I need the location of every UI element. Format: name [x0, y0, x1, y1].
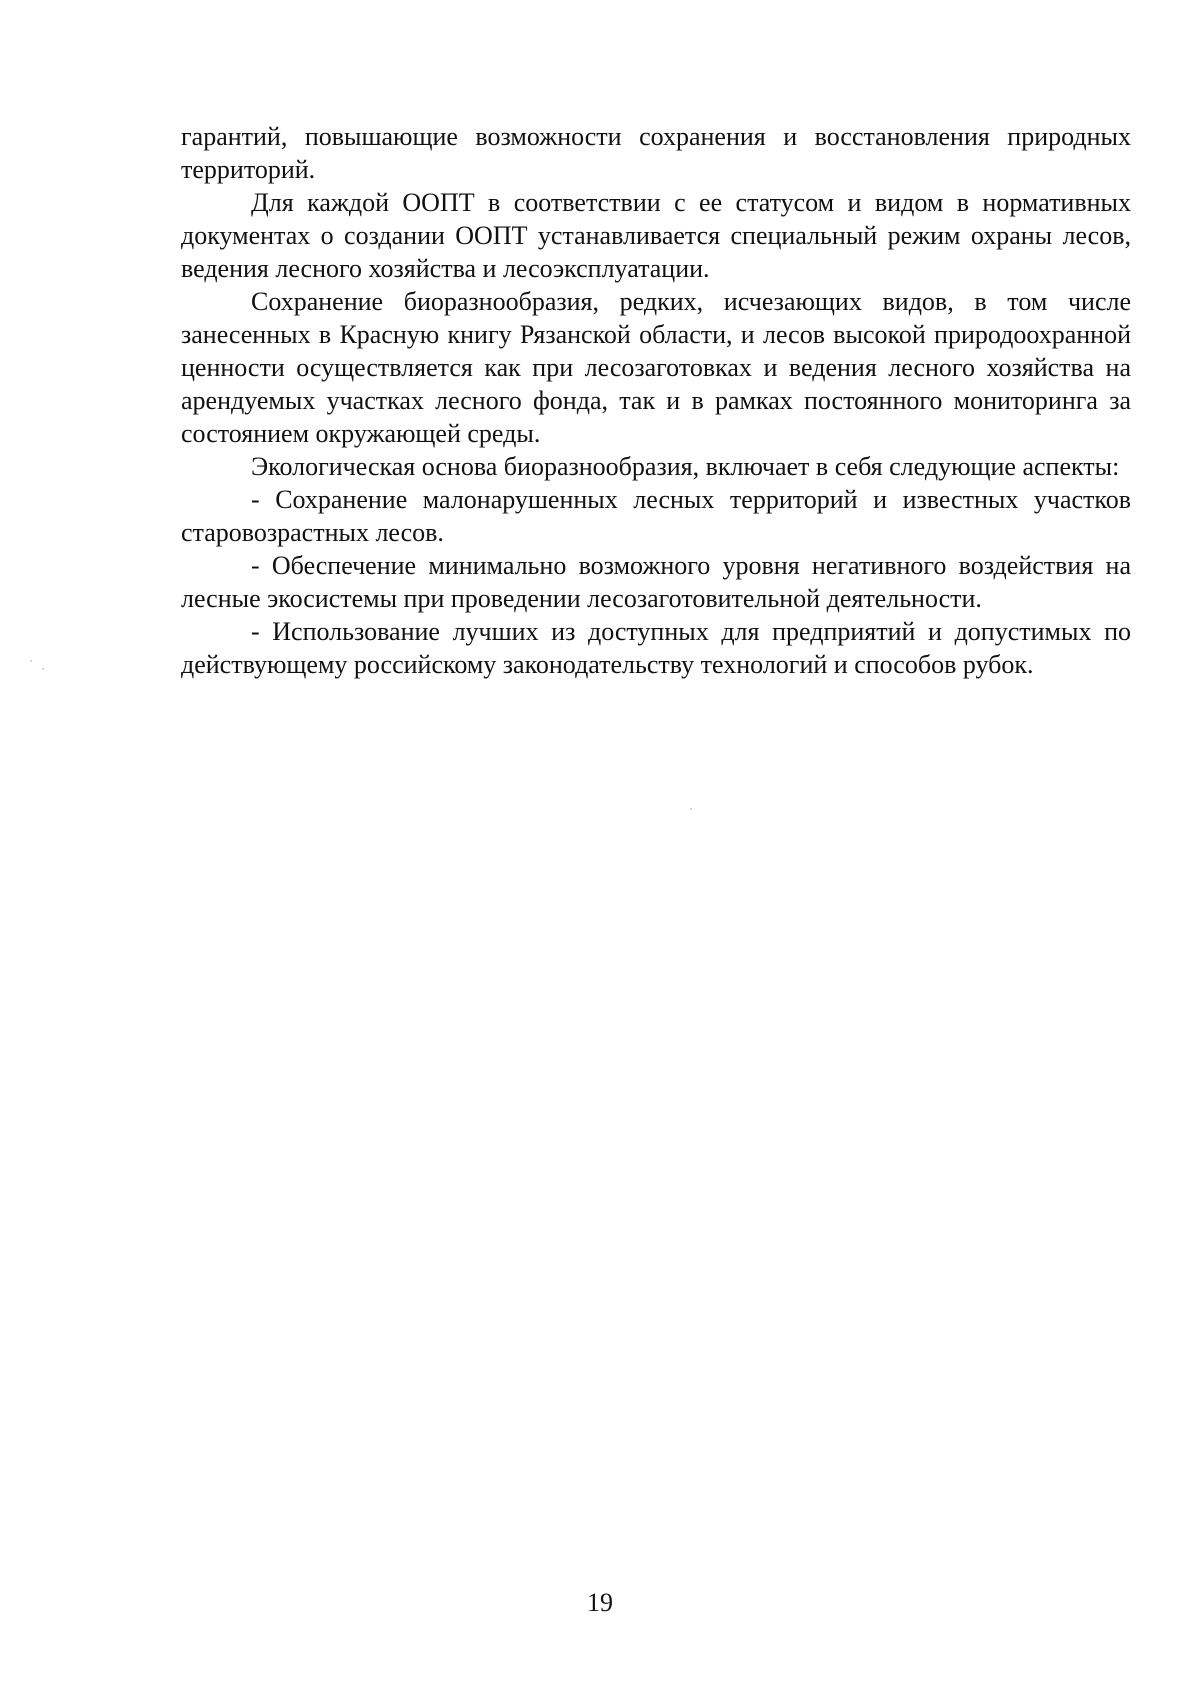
list-item-intact-forests: - Сохранение малонарушенных лесных территорий и известных участков старовозрастных лесов. — [181, 485, 1131, 547]
paragraph-biodiversity-conservation: Сохранение биоразнообразия, редких, исчезающих видов, в том числе занесенных в Красную книгу Рязанской области, и лесов высокой природоохранной ценности осуществляется как при лесозаготовках и ведения лесного хозяйства на арендуемых участках лесного фонда, так и в рамках постоянного мониторинга за состоянием окружающей среды. — [181, 287, 1131, 448]
paragraph-continuation: гарантий, повышающие возможности сохранения и восстановления природных территорий. — [181, 122, 1131, 184]
list-item-best-technologies: - Использование лучших из доступных для предприятий и допустимых по действующему российскому законодательству технологий и способов рубок. — [181, 617, 1131, 679]
scan-speck — [42, 668, 44, 670]
page-number: 19 — [587, 1588, 613, 1617]
scan-speck — [690, 808, 692, 810]
body-text — [181, 120, 1131, 681]
list-item-minimal-impact: - Обеспечение минимально возможного уровня негативного воздействия на лесные экосистемы при проведении лесозаготовительной деятельности. — [181, 551, 1131, 613]
paragraph-oopt-regime: Для каждой ООПТ в соответствии с ее статусом и видом в нормативных документах о создании ООПТ устанавливается специальный режим охраны лесов, ведения лесного хозяйства и лесоэксплуатации. — [181, 188, 1131, 283]
paragraph-ecological-basis: Экологическая основа биоразнообразия, включает в себя следующие аспекты: — [251, 452, 1120, 481]
scan-speck — [30, 660, 32, 662]
